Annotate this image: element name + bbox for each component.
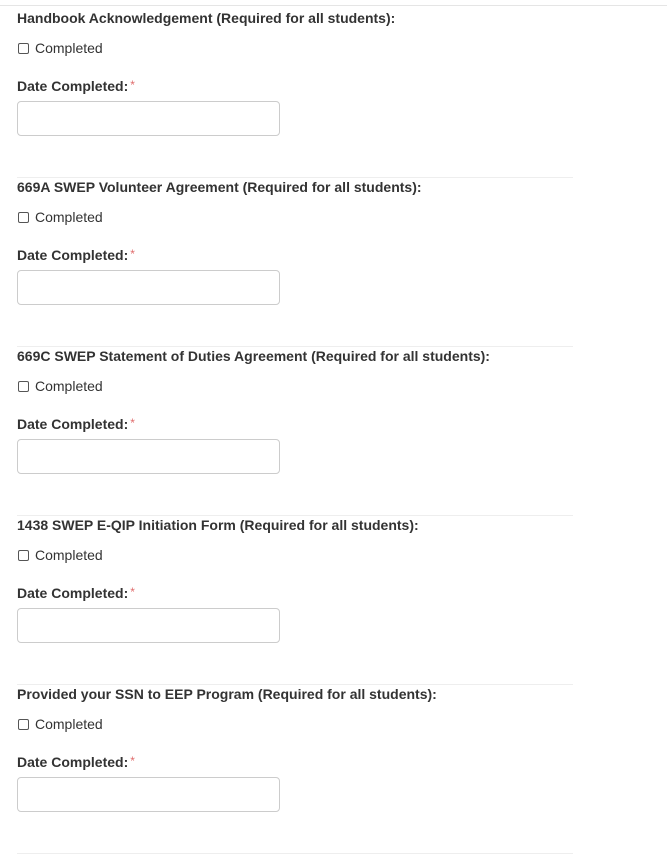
handbook-acknowledgement-section	[17, 9, 573, 178]
completed-checkbox-row[interactable]	[17, 377, 103, 395]
required-marker: *	[130, 585, 135, 599]
date-completed-label-text: Date Completed:	[17, 754, 129, 770]
669a-volunteer-agreement-section	[17, 178, 573, 347]
date-completed-label	[17, 246, 135, 264]
top-divider	[0, 0, 667, 6]
required-marker: *	[130, 78, 135, 92]
completed-checkbox-label: Completed	[35, 40, 103, 56]
completed-checkbox[interactable]	[18, 43, 29, 54]
required-marker: *	[130, 416, 135, 430]
required-marker: *	[130, 754, 135, 768]
completed-checkbox[interactable]	[18, 550, 29, 561]
1438-eqip-initiation-section	[17, 516, 573, 685]
date-completed-label-text: Date Completed:	[17, 585, 129, 601]
date-completed-input[interactable]	[17, 439, 280, 474]
section-heading: Handbook Acknowledgement (Required for all students):	[17, 10, 396, 26]
date-completed-label	[17, 415, 135, 433]
section-heading: Provided your SSN to EEP Program (Required for all students):	[17, 686, 437, 702]
ssn-to-eep-section	[17, 685, 573, 854]
669c-statement-of-duties-section	[17, 347, 573, 516]
date-completed-label-text: Date Completed:	[17, 416, 129, 432]
completed-checkbox[interactable]	[18, 381, 29, 392]
date-completed-label-text: Date Completed:	[17, 78, 129, 94]
completed-checkbox[interactable]	[18, 719, 29, 730]
completed-checkbox-label: Completed	[35, 716, 103, 732]
date-completed-label	[17, 584, 135, 602]
completed-checkbox-label: Completed	[35, 547, 103, 563]
completed-checkbox-label: Completed	[35, 209, 103, 225]
completed-checkbox-row[interactable]	[17, 39, 103, 57]
completed-checkbox-row[interactable]	[17, 546, 103, 564]
required-marker: *	[130, 247, 135, 261]
completed-checkbox[interactable]	[18, 212, 29, 223]
date-completed-input[interactable]	[17, 270, 280, 305]
section-heading: 669C SWEP Statement of Duties Agreement (Required for all students):	[17, 348, 490, 364]
section-heading: 669A SWEP Volunteer Agreement (Required for all students):	[17, 179, 422, 195]
completed-checkbox-row[interactable]	[17, 208, 103, 226]
date-completed-input[interactable]	[17, 608, 280, 643]
date-completed-input[interactable]	[17, 777, 280, 812]
requirements-form	[17, 9, 573, 854]
date-completed-label	[17, 77, 135, 95]
date-completed-input[interactable]	[17, 101, 280, 136]
completed-checkbox-label: Completed	[35, 378, 103, 394]
completed-checkbox-row[interactable]	[17, 715, 103, 733]
date-completed-label-text: Date Completed:	[17, 247, 129, 263]
section-heading: 1438 SWEP E-QIP Initiation Form (Required for all students):	[17, 517, 419, 533]
date-completed-label	[17, 753, 135, 771]
